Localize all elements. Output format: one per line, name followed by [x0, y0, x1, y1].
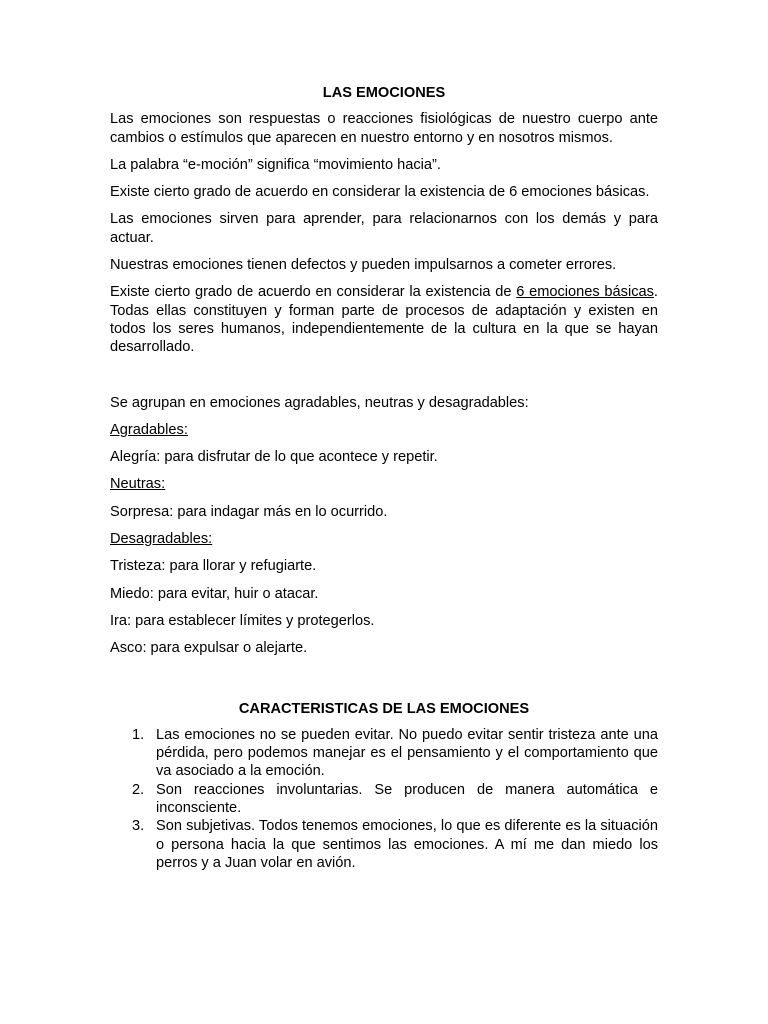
list-item-text: Las emociones no se pueden evitar. No puedo evitar sentir tristeza ante una pérdida, pero podemos manejar es el pensamiento y el comportamiento que va asociado a la emoción.: [156, 726, 658, 780]
paragraph-basic-emotions: Existe cierto grado de acuerdo en considerar la existencia de 6 emociones básicas.: [110, 184, 650, 201]
emotion-sorpresa: Sorpresa: para indagar más en lo ocurrido.: [110, 503, 388, 520]
paragraph-adaptation-end: . Todas ellas constituyen y forman parte de procesos de adaptación y existen en todos los seres humanos, independientemente de la cultura en la que se hayan desarrollado.: [110, 284, 658, 356]
paragraph-adaptation-start: Existe cierto grado de acuerdo en considerar la existencia de: [110, 284, 517, 301]
paragraph-definition: Las emociones son respuestas o reacciones fisiológicas de nuestro cuerpo ante cambios o estímulos que aparecen en nuestro entorno y en nosotros mismos.: [110, 111, 658, 146]
emotion-ira: Ira: para establecer límites y protegerlos.: [110, 612, 375, 629]
neutras-heading: Neutras:: [110, 476, 166, 493]
list-number: 1.: [132, 726, 145, 743]
list-item: [110, 817, 658, 872]
emotion-miedo: Miedo: para evitar, huir o atacar.: [110, 585, 319, 602]
characteristics-list: [110, 726, 658, 872]
spacer: [110, 667, 658, 700]
basic-emotions-underlined: 6 emociones básicas: [516, 284, 654, 301]
paragraph-defects: Nuestras emociones tienen defectos y pueden impulsarnos a cometer errores.: [110, 257, 617, 274]
list-number: 3.: [132, 818, 145, 835]
agradables-heading: Agradables:: [110, 421, 188, 438]
list-item: [110, 726, 658, 781]
list-item-text: Son subjetivas. Todos tenemos emociones, lo que es diferente es la situación o persona hacia la que sentimos las emociones. A mí me dan miedo los perros y a Juan volar en avión.: [156, 818, 658, 871]
spacer: [110, 366, 658, 394]
emotion-tristeza: Tristeza: para llorar y refugiarte.: [110, 558, 317, 575]
list-item: [110, 781, 658, 818]
paragraph-purpose: Las emociones sirven para aprender, para relacionarnos con los demás y para actuar.: [110, 211, 658, 246]
document-page: [110, 84, 658, 872]
emotion-alegria: Alegría: para disfrutar de lo que acontece y repetir.: [110, 449, 438, 466]
paragraph-etymology: La palabra “e-moción” significa “movimiento hacia”.: [110, 156, 441, 173]
groups-intro: Se agrupan en emociones agradables, neutras y desagradables:: [110, 394, 529, 411]
list-number: 2.: [132, 781, 145, 798]
paragraph-adaptation: [110, 283, 658, 356]
document-title: LAS EMOCIONES: [322, 85, 446, 101]
characteristics-heading: CARACTERISTICAS DE LAS EMOCIONES: [238, 700, 530, 717]
desagradables-heading: Desagradables:: [110, 531, 213, 548]
list-item-text: Son reacciones involuntarias. Se producen de manera automática e inconsciente.: [156, 781, 658, 817]
emotion-asco: Asco: para expulsar o alejarte.: [110, 640, 308, 657]
